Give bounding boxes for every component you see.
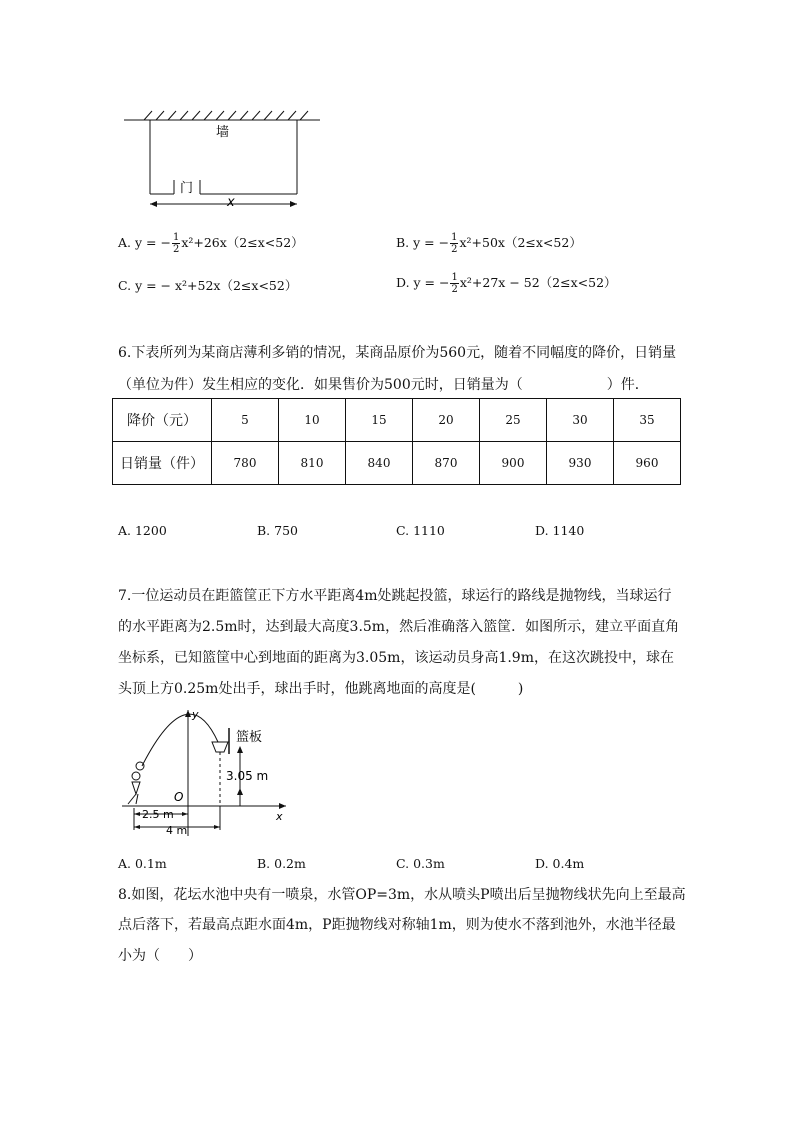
table-row	[113, 442, 681, 485]
x-label: x	[227, 195, 235, 210]
backboard-label: 篮板	[236, 730, 263, 745]
fraction: $\frac{1}{2}$	[172, 232, 180, 255]
q7-text-line4: 头顶上方0.25m处出手，球出手时，他跳离地面的高度是( )	[118, 681, 524, 697]
q8-text-line1: 8.如图，花坛水池中央有一喷泉，水管OP=3m，水从喷头P喷出后呈抛物线状先向上至最高	[118, 887, 686, 903]
table-header-discount: 降价（元）	[113, 399, 212, 442]
y-axis-label: y	[192, 708, 199, 721]
fraction: $\frac{1}{2}$	[451, 272, 458, 295]
q7-text-line3: 坐标系，已知篮筐中心到地面的距离为3.05m，该运动员身高1.9m，在这次跳投中，球在	[118, 650, 674, 666]
q6-option-d: D. 1140	[535, 523, 585, 538]
q6-text-line1: 6.下表所列为某商店薄利多销的情况，某商品原价为560元，随着不同幅度的降价，日销量	[118, 345, 677, 361]
rim-height-label: 3.05 m	[226, 769, 269, 783]
table-cell: 780	[212, 442, 279, 485]
table-cell: 870	[413, 442, 480, 485]
table-cell: 10	[279, 399, 346, 442]
q5-option-d: D. y = − $\frac{1}{2}$ x²+27x − 52（2≤x<52）	[396, 272, 617, 295]
q7-option-d: D. 0.4m	[535, 856, 585, 871]
q6-option-a: A. 1200	[118, 523, 167, 538]
q6-text-line2: （单位为件）发生相应的变化．如果售价为500元时，日销量为（ ）件．	[118, 377, 649, 393]
q5-option-a: A. y = − $\frac{1}{2}$ x²+26x（2≤x<52）	[118, 232, 304, 255]
q7-option-a: A. 0.1m	[118, 856, 167, 871]
table-cell: 930	[547, 442, 614, 485]
q7-text-line1: 7.一位运动员在距篮筐正下方水平距离4m处跳起投篮，球运行的路线是抛物线，当球运行	[118, 588, 672, 604]
q7-option-b: B. 0.2m	[257, 856, 306, 871]
wall-label: 墙	[216, 125, 230, 140]
basketball-figure	[118, 706, 293, 840]
table-header-sales: 日销量（件）	[113, 442, 212, 485]
door-label: 门	[180, 181, 194, 196]
q7-option-c: C. 0.3m	[396, 856, 445, 871]
table-row	[113, 399, 681, 442]
q7-text-line2: 的水平距离为2.5m时，达到最大高度3.5m，然后准确落入篮筐．如图所示，建立平面直角	[118, 619, 680, 635]
table-cell: 15	[346, 399, 413, 442]
sales-table	[112, 398, 681, 485]
q5-option-c: C. y = − x²+52x（2≤x<52）	[118, 278, 298, 293]
table-cell: 20	[413, 399, 480, 442]
table-cell: 810	[279, 442, 346, 485]
table-cell: 30	[547, 399, 614, 442]
q6-option-c: C. 1110	[396, 523, 445, 538]
distance-2-5-label: 2.5 m	[142, 808, 174, 821]
distance-4-label: 4 m	[166, 824, 188, 837]
q8-text-line3: 小为（ ）	[118, 948, 202, 964]
table-cell: 35	[614, 399, 681, 442]
table-cell: 25	[480, 399, 547, 442]
q6-option-b: B. 750	[257, 523, 298, 538]
q5-option-b: B. y = − $\frac{1}{2}$ x²+50x（2≤x<52）	[396, 232, 582, 255]
fraction: $\frac{1}{2}$	[451, 232, 458, 255]
table-cell: 960	[614, 442, 681, 485]
table-cell: 5	[212, 399, 279, 442]
q8-text-line2: 点后落下，若最高点距水面4m，P距抛物线对称轴1m，则为使水不落到池外，水池半径最	[118, 917, 676, 933]
x-axis-label: x	[276, 810, 283, 823]
table-cell: 900	[480, 442, 547, 485]
table-cell: 840	[346, 442, 413, 485]
wall-door-figure	[120, 108, 330, 213]
origin-label: O	[174, 790, 184, 804]
